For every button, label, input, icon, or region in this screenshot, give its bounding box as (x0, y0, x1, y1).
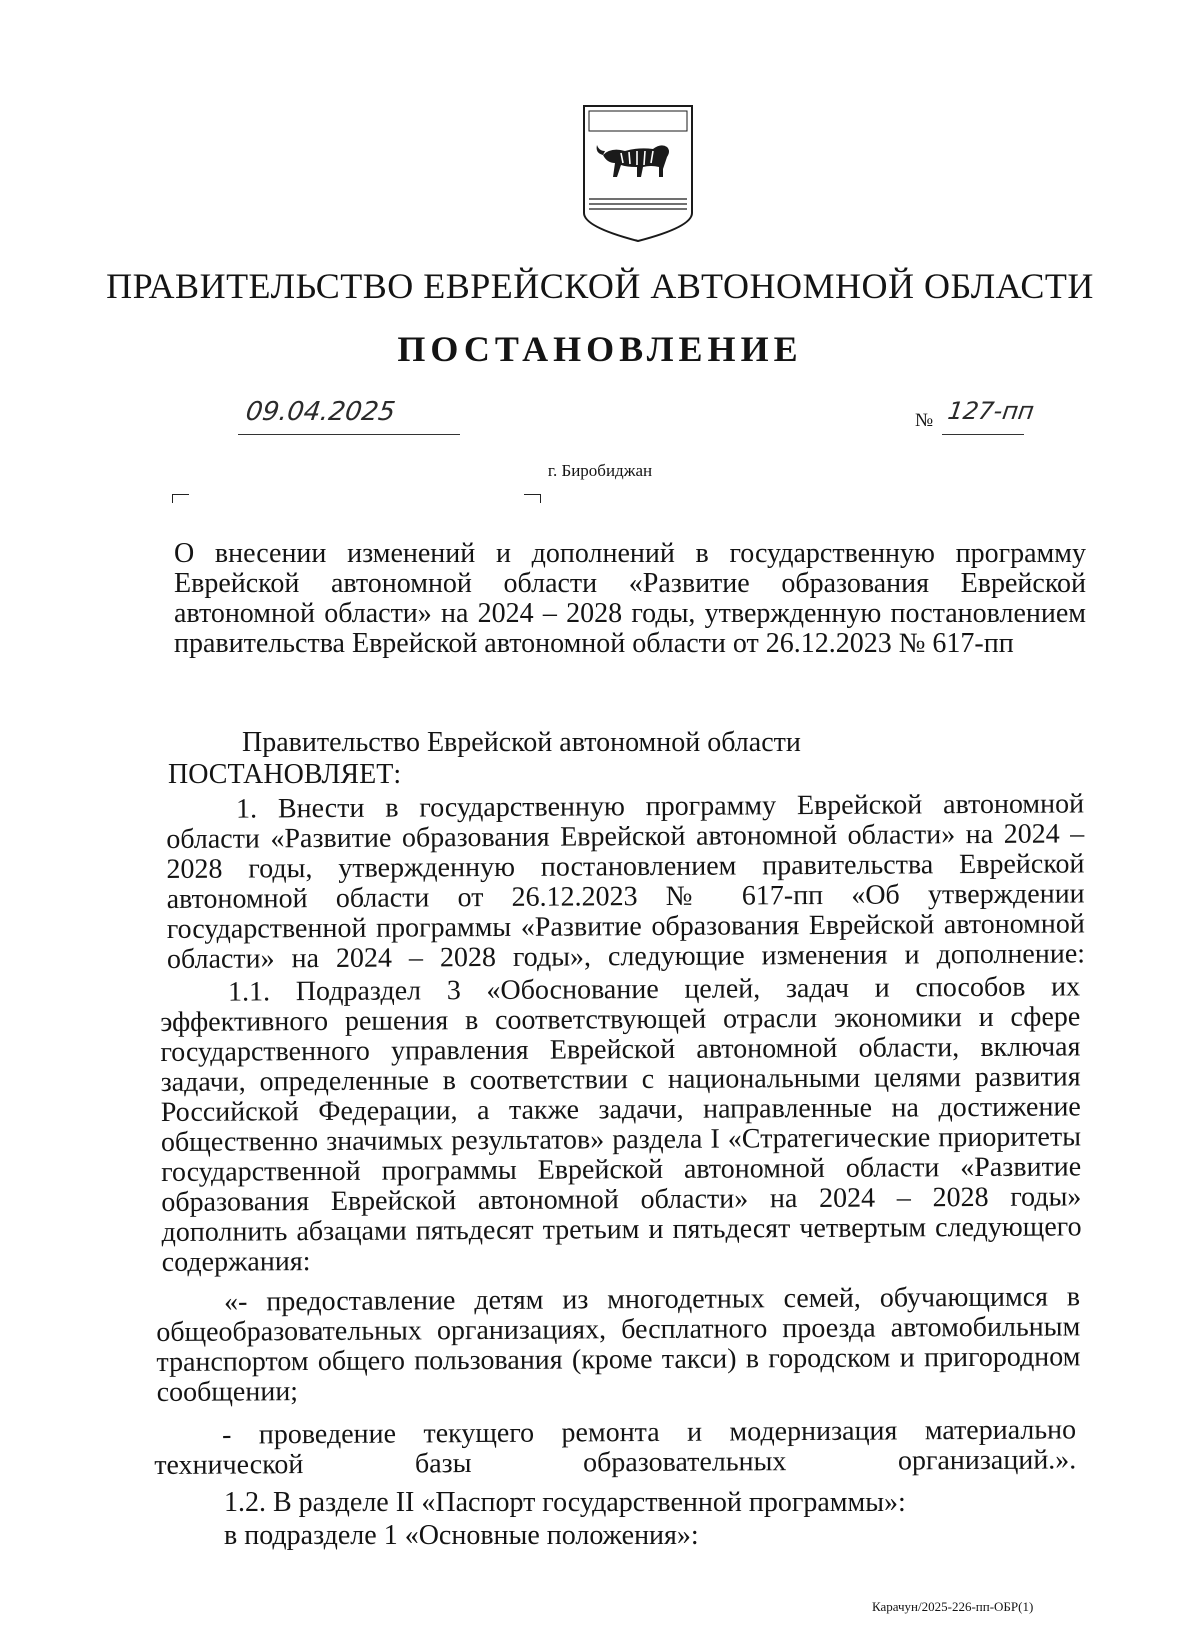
date-underline (238, 434, 460, 435)
date-field (238, 395, 460, 435)
handwritten-number: 127-пп (946, 397, 1036, 425)
subsection-1-line: в подразделе 1 «Основные положения»: (224, 1520, 699, 1551)
item-1: 1. Внести в государственную программу Еврейской автономной области «Развитие образования Еврейской автономной области» на 2024 – 2028 годы, утвержденную постановлением правительства Еврейской автономной области от 26.12.2023 № 617-пп «Об утверждении государственной программы «Развитие образования Еврейской автономной области» на 2024 – 2028 годы», следующие изменения и дополнение: (166, 788, 1086, 975)
document-subject: О внесении изменений и дополнений в государственную программу Еврейской автономной области «Развитие образования Еврейской автономной области» на 2024 – 2028 годы, утвержденную постановлением (174, 538, 1086, 629)
document-subject-last-line: правительства Еврейской автономной области от 26.12.2023 № 617-пп (174, 628, 1014, 659)
coat-of-arms-emblem (581, 103, 695, 244)
quoted-paragraph-2: - проведение текущего ремонта и модернизация материально технической базы образовательных организаций.». (154, 1414, 1077, 1481)
item-1-2: 1.2. В разделе II «Паспорт государственной программы»: (224, 1487, 906, 1518)
intro-decree-word: ПОСТАНОВЛЯЕТ: (168, 759, 402, 790)
footer-document-code: Карачун/2025-226-пп-ОБР(1) (872, 1599, 1034, 1614)
government-title: ПРАВИТЕЛЬСТВО ЕВРЕЙСКОЙ АВТОНОМНОЙ ОБЛАСТИ (106, 266, 1094, 306)
document-type: ПОСТАНОВЛЕНИЕ (397, 329, 803, 369)
city-label: г. Биробиджан (547, 461, 653, 480)
corner-mark-right (524, 494, 541, 503)
number-sign: № (915, 410, 934, 431)
number-underline (942, 434, 1024, 435)
intro-government: Правительство Еврейской автономной области (242, 727, 801, 758)
quoted-paragraph-1: «- предоставление детям из многодетных семей, обучающимся в общеобразовательных организациях, бесплатного проезда автомобильным транспортом общего пользования (кроме такси) в городском и пригородном сообщении; (156, 1281, 1081, 1408)
item-1-1: 1.1. Подраздел 3 «Обоснование целей, задач и способов их эффективного решения в соответствующей отрасли экономики и сфере государственного управления Еврейской автономной области, включая задачи, определенные в соответствии с национальными целями развития Российской Федерации, а также задачи, направленные на достижение общественно значимых результатов» раздела I «Стратегические приоритеты государственной программы Еврейской автономной области «Развитие образования Еврейской автономной области» на 2024 – 2028 годы» дополнить абзацами пятьдесят третьим и пятьдесят четвертым следующего содержания: (160, 971, 1082, 1278)
number-field (942, 395, 1042, 435)
corner-mark-left (172, 494, 189, 503)
handwritten-date: 09.04.2025 (243, 397, 397, 427)
